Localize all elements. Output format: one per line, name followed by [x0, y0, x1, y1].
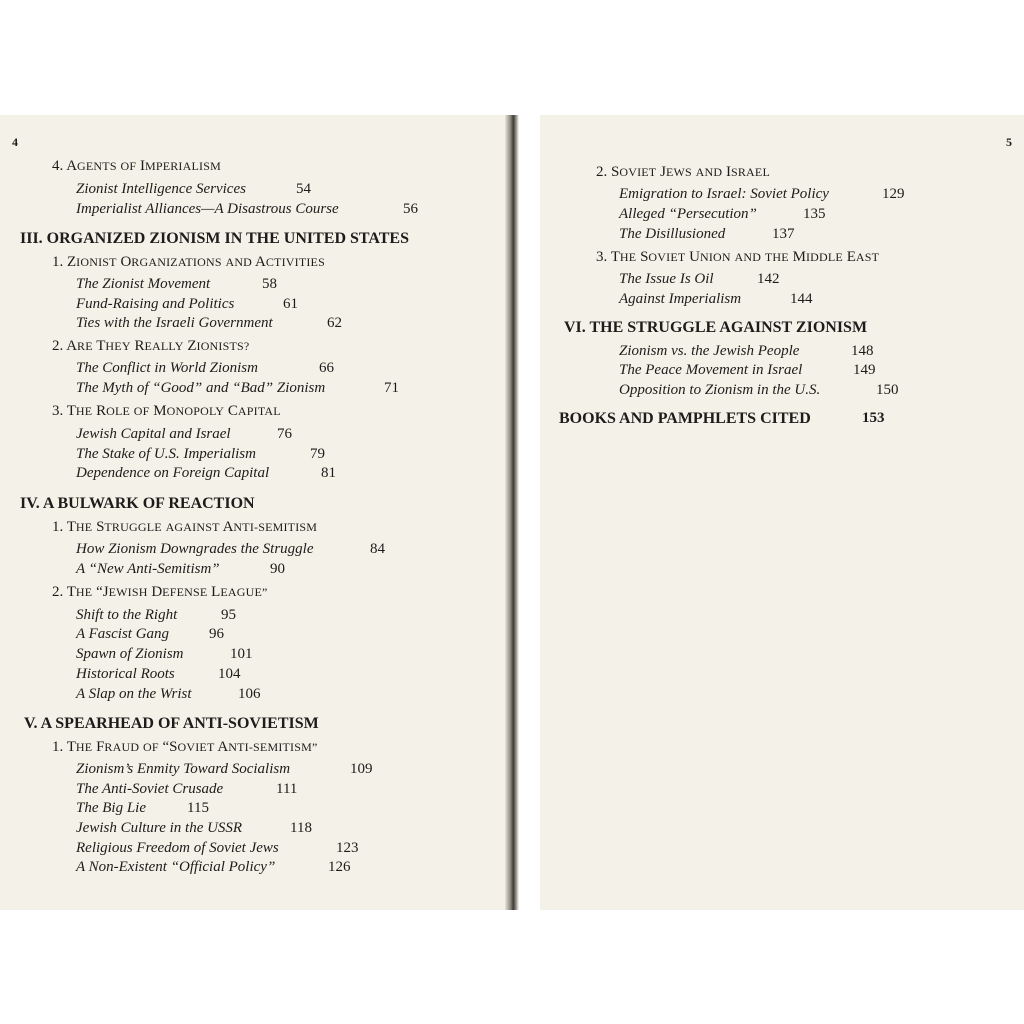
toc-entry-the-myth-of-good-and-bad-zionism: The Myth of “Good” and “Bad” Zionism [76, 380, 326, 396]
toc-entry-the-peace-movement-in-israel: The Peace Movement in Israel [619, 362, 803, 378]
toc-entry-the-zionist-movement: The Zionist Movement [76, 276, 211, 292]
toc-page-number: 150 [876, 382, 899, 398]
toc-page-number: 118 [290, 820, 312, 836]
toc-page-number: 79 [310, 446, 325, 462]
toc-page-number: 115 [187, 800, 209, 816]
toc-page-number: 58 [262, 276, 277, 292]
left-page [0, 115, 512, 910]
toc-page-number: 104 [218, 666, 241, 682]
toc-entry-emigration-to-israel-soviet-policy: Emigration to Israel: Soviet Policy [619, 186, 829, 202]
toc-page-number: 126 [328, 859, 351, 875]
part-heading-vi-the-struggle-against-zionism: VI. THE STRUGGLE AGAINST ZIONISM [564, 319, 868, 336]
toc-page-number: 123 [336, 840, 359, 856]
chapter-heading-3-the-soviet-union-and-the-middle-east: 3. THE SOVIET UNION AND THE MIDDLE EAST [596, 249, 880, 265]
toc-entry-opposition-to-zionism-in-the-u-s: Opposition to Zionism in the U.S. [619, 382, 821, 398]
toc-entry-a-new-anti-semitism: A “New Anti-Semitism” [76, 561, 220, 577]
chapter-heading-1-the-fraud-of-soviet-anti-semitism: 1. THE FRAUD OF “SOVIET ANTI-SEMITISM” [52, 739, 318, 755]
toc-entry-historical-roots: Historical Roots [76, 666, 175, 682]
toc-entry-the-big-lie: The Big Lie [76, 800, 146, 816]
chapter-heading-2-are-they-really-zionists: 2. ARE THEY REALLY ZIONISTS? [52, 338, 250, 354]
toc-entry-against-imperialism: Against Imperialism [619, 291, 742, 307]
toc-entry-jewish-culture-in-the-ussr: Jewish Culture in the USSR [76, 820, 243, 836]
toc-entry-a-slap-on-the-wrist: A Slap on the Wrist [76, 686, 192, 702]
chapter-heading-2-the-jewish-defense-league: 2. THE “JEWISH DEFENSE LEAGUE” [52, 584, 268, 600]
page-number-right: 5 [1006, 135, 1012, 149]
toc-page-number: 129 [882, 186, 905, 202]
chapter-heading-2-soviet-jews-and-israel: 2. SOVIET JEWS AND ISRAEL [596, 164, 770, 180]
chapter-heading-4-agents-of-imperialism: 4. AGENTS OF IMPERIALISM [52, 158, 221, 174]
chapter-heading-3-the-role-of-monopoly-capital: 3. THE ROLE OF MONOPOLY CAPITAL [52, 403, 281, 419]
chapter-heading-1-the-struggle-against-anti-semitism: 1. THE STRUGGLE AGAINST ANTI-SEMITISM [52, 519, 318, 535]
toc-page-number: 148 [851, 343, 874, 359]
toc-page-number: 84 [370, 541, 385, 557]
toc-entry-imperialist-alliances-a-disastrous-cours: Imperialist Alliances—A Disastrous Course [76, 201, 339, 217]
toc-page-number: 61 [283, 296, 298, 312]
toc-page-number: 153 [862, 410, 885, 426]
toc-page-number: 101 [230, 646, 253, 662]
toc-entry-zionism-s-enmity-toward-socialism: Zionism’s Enmity Toward Socialism [76, 761, 291, 777]
toc-page-number: 62 [327, 315, 342, 331]
toc-entry-the-conflict-in-world-zionism: The Conflict in World Zionism [76, 360, 258, 376]
toc-entry-zionism-vs-the-jewish-people: Zionism vs. the Jewish People [619, 343, 800, 359]
toc-entry-a-non-existent-official-policy: A Non-Existent “Official Policy” [76, 859, 276, 875]
toc-entry-alleged-persecution: Alleged “Persecution” [619, 206, 757, 222]
toc-entry-ties-with-the-israeli-government: Ties with the Israeli Government [76, 315, 273, 331]
part-heading-books-and-pamphlets-cited: BOOKS AND PAMPHLETS CITED [559, 410, 811, 427]
toc-page-number: 71 [384, 380, 399, 396]
toc-page-number: 96 [209, 626, 224, 642]
toc-page-number: 109 [350, 761, 373, 777]
chapter-heading-1-zionist-organizations-and-activities: 1. ZIONIST ORGANIZATIONS AND ACTIVITIES [52, 254, 325, 270]
book-gutter [505, 115, 519, 910]
toc-page-number: 66 [319, 360, 334, 376]
toc-page-number: 90 [270, 561, 285, 577]
toc-entry-jewish-capital-and-israel: Jewish Capital and Israel [76, 426, 231, 442]
part-heading-iv-a-bulwark-of-reaction: IV. A BULWARK OF REACTION [20, 495, 255, 512]
toc-page-number: 149 [853, 362, 876, 378]
toc-page-number: 106 [238, 686, 261, 702]
toc-entry-spawn-of-zionism: Spawn of Zionism [76, 646, 184, 662]
toc-entry-the-anti-soviet-crusade: The Anti-Soviet Crusade [76, 781, 224, 797]
toc-entry-the-issue-is-oil: The Issue Is Oil [619, 271, 714, 287]
page-number-left: 4 [12, 135, 18, 149]
toc-entry-how-zionism-downgrades-the-struggle: How Zionism Downgrades the Struggle [76, 541, 314, 557]
toc-entry-a-fascist-gang: A Fascist Gang [76, 626, 170, 642]
toc-page-number: 95 [221, 607, 236, 623]
toc-page-number: 142 [757, 271, 780, 287]
toc-entry-zionist-intelligence-services: Zionist Intelligence Services [76, 181, 246, 197]
toc-entry-fund-raising-and-politics: Fund-Raising and Politics [76, 296, 235, 312]
toc-page-number: 76 [277, 426, 292, 442]
part-heading-v-a-spearhead-of-anti-sovietism: V. A SPEARHEAD OF ANTI-SOVIETISM [24, 715, 319, 732]
toc-entry-religious-freedom-of-soviet-jews: Religious Freedom of Soviet Jews [76, 840, 279, 856]
toc-entry-dependence-on-foreign-capital: Dependence on Foreign Capital [76, 465, 270, 481]
toc-page-number: 56 [403, 201, 418, 217]
toc-page-number: 111 [276, 781, 298, 797]
part-heading-iii-organized-zionism-in-the-united-stat: III. ORGANIZED ZIONISM IN THE UNITED STATES [20, 230, 409, 247]
toc-page-number: 144 [790, 291, 813, 307]
toc-page-number: 135 [803, 206, 826, 222]
toc-page-number: 54 [296, 181, 311, 197]
toc-entry-the-disillusioned: The Disillusioned [619, 226, 726, 242]
toc-page-number: 81 [321, 465, 336, 481]
toc-page-number: 137 [772, 226, 795, 242]
toc-entry-shift-to-the-right: Shift to the Right [76, 607, 178, 623]
toc-entry-the-stake-of-u-s-imperialism: The Stake of U.S. Imperialism [76, 446, 256, 462]
right-page [540, 115, 1024, 910]
